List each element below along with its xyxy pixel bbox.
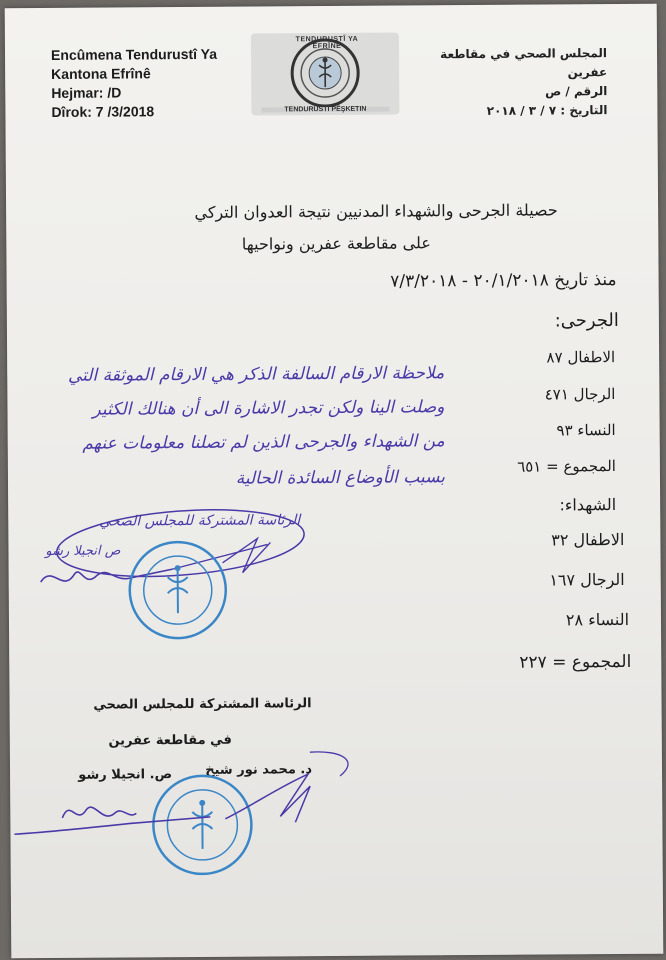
logo-bottom-text: TENDURUSTÎ PÊŞKETIN — [284, 105, 367, 114]
martyrs-heading: الشهداء: — [559, 495, 617, 515]
handwritten-note-line2: وصلت الينا ولكن تجدر الاشارة الى أن هنالك الكثير — [92, 397, 445, 420]
header-arabic — [407, 44, 608, 121]
header-arabic-number: الرقم / ص — [545, 84, 608, 99]
martyrs-children: الاطفال ٣٢ — [551, 529, 625, 550]
logo-top-text: TENDURUSTÎ YA EFRÎNÊ — [295, 35, 359, 51]
wounded-total: المجموع = ٦٥١ — [517, 457, 616, 476]
wounded-men: الرجال ٤٧١ — [544, 385, 616, 404]
footer-line1: الرئاسة المشتركة للمجلس الصحي — [93, 696, 312, 713]
handwritten-note-line1: ملاحظة الارقام السالفة الذكر هي الارقام الموثقة التي — [67, 363, 445, 386]
footer-signatures-icon — [10, 746, 371, 859]
martyrs-women: النساء ٢٨ — [565, 609, 630, 630]
title-line2: على مقاطعة عفرين ونواحيها — [241, 233, 431, 254]
handwritten-note-line3: من الشهداء والجرحى الذين لم تصلنا معلومات عنهم — [82, 431, 445, 454]
header-arabic-line1: المجلس الصحي في مقاطعة عفرين — [440, 46, 608, 80]
handwritten-sign-line1: الرئاسة المشتركة للمجلس الصحي — [99, 512, 301, 530]
martyrs-men: الرجال ١٦٧ — [549, 569, 625, 590]
wounded-children: الاطفال ٨٧ — [546, 348, 616, 367]
handwritten-sign-line2: ص انجيلا رشو — [45, 543, 121, 560]
wounded-women: النساء ٩٣ — [556, 421, 616, 440]
header-kurdish-line1: Encûmena Tendurustî Ya — [50, 45, 218, 63]
header-arabic-date: التاريخ : ٧ / ٣ / ٢٠١٨ — [486, 103, 608, 118]
footer-angela: ص. انجيلا رشو — [78, 767, 173, 783]
footer-doctor: د. محمد نور شيخ — [205, 762, 313, 778]
stamp-top-icon — [122, 535, 233, 646]
handwritten-note-line4: بسبب الأوضاع السائدة الحالية — [235, 467, 446, 489]
header-kurdish-date: Dîrok: 7 /3/2018 — [51, 103, 155, 120]
header-kurdish — [51, 45, 218, 122]
document-page — [5, 4, 664, 959]
logo-panel — [251, 33, 400, 116]
martyrs-total: المجموع = ٢٢٧ — [519, 651, 632, 673]
header-kurdish-line2: Kantona Efrînê — [51, 65, 151, 82]
header-kurdish-number: Hejmar: /D — [51, 84, 122, 101]
title-line1: حصيلة الجرحى والشهداء المدنيين نتيجة العدوان التركي — [194, 200, 558, 222]
wounded-heading: الجرحى: — [554, 310, 619, 332]
footer-line2: في مقاطعة عفرين — [108, 732, 232, 749]
title-line3: منذ تاريخ ٢٠/١/٢٠١٨ - ٧/٣/٢٠١٨ — [390, 270, 617, 292]
